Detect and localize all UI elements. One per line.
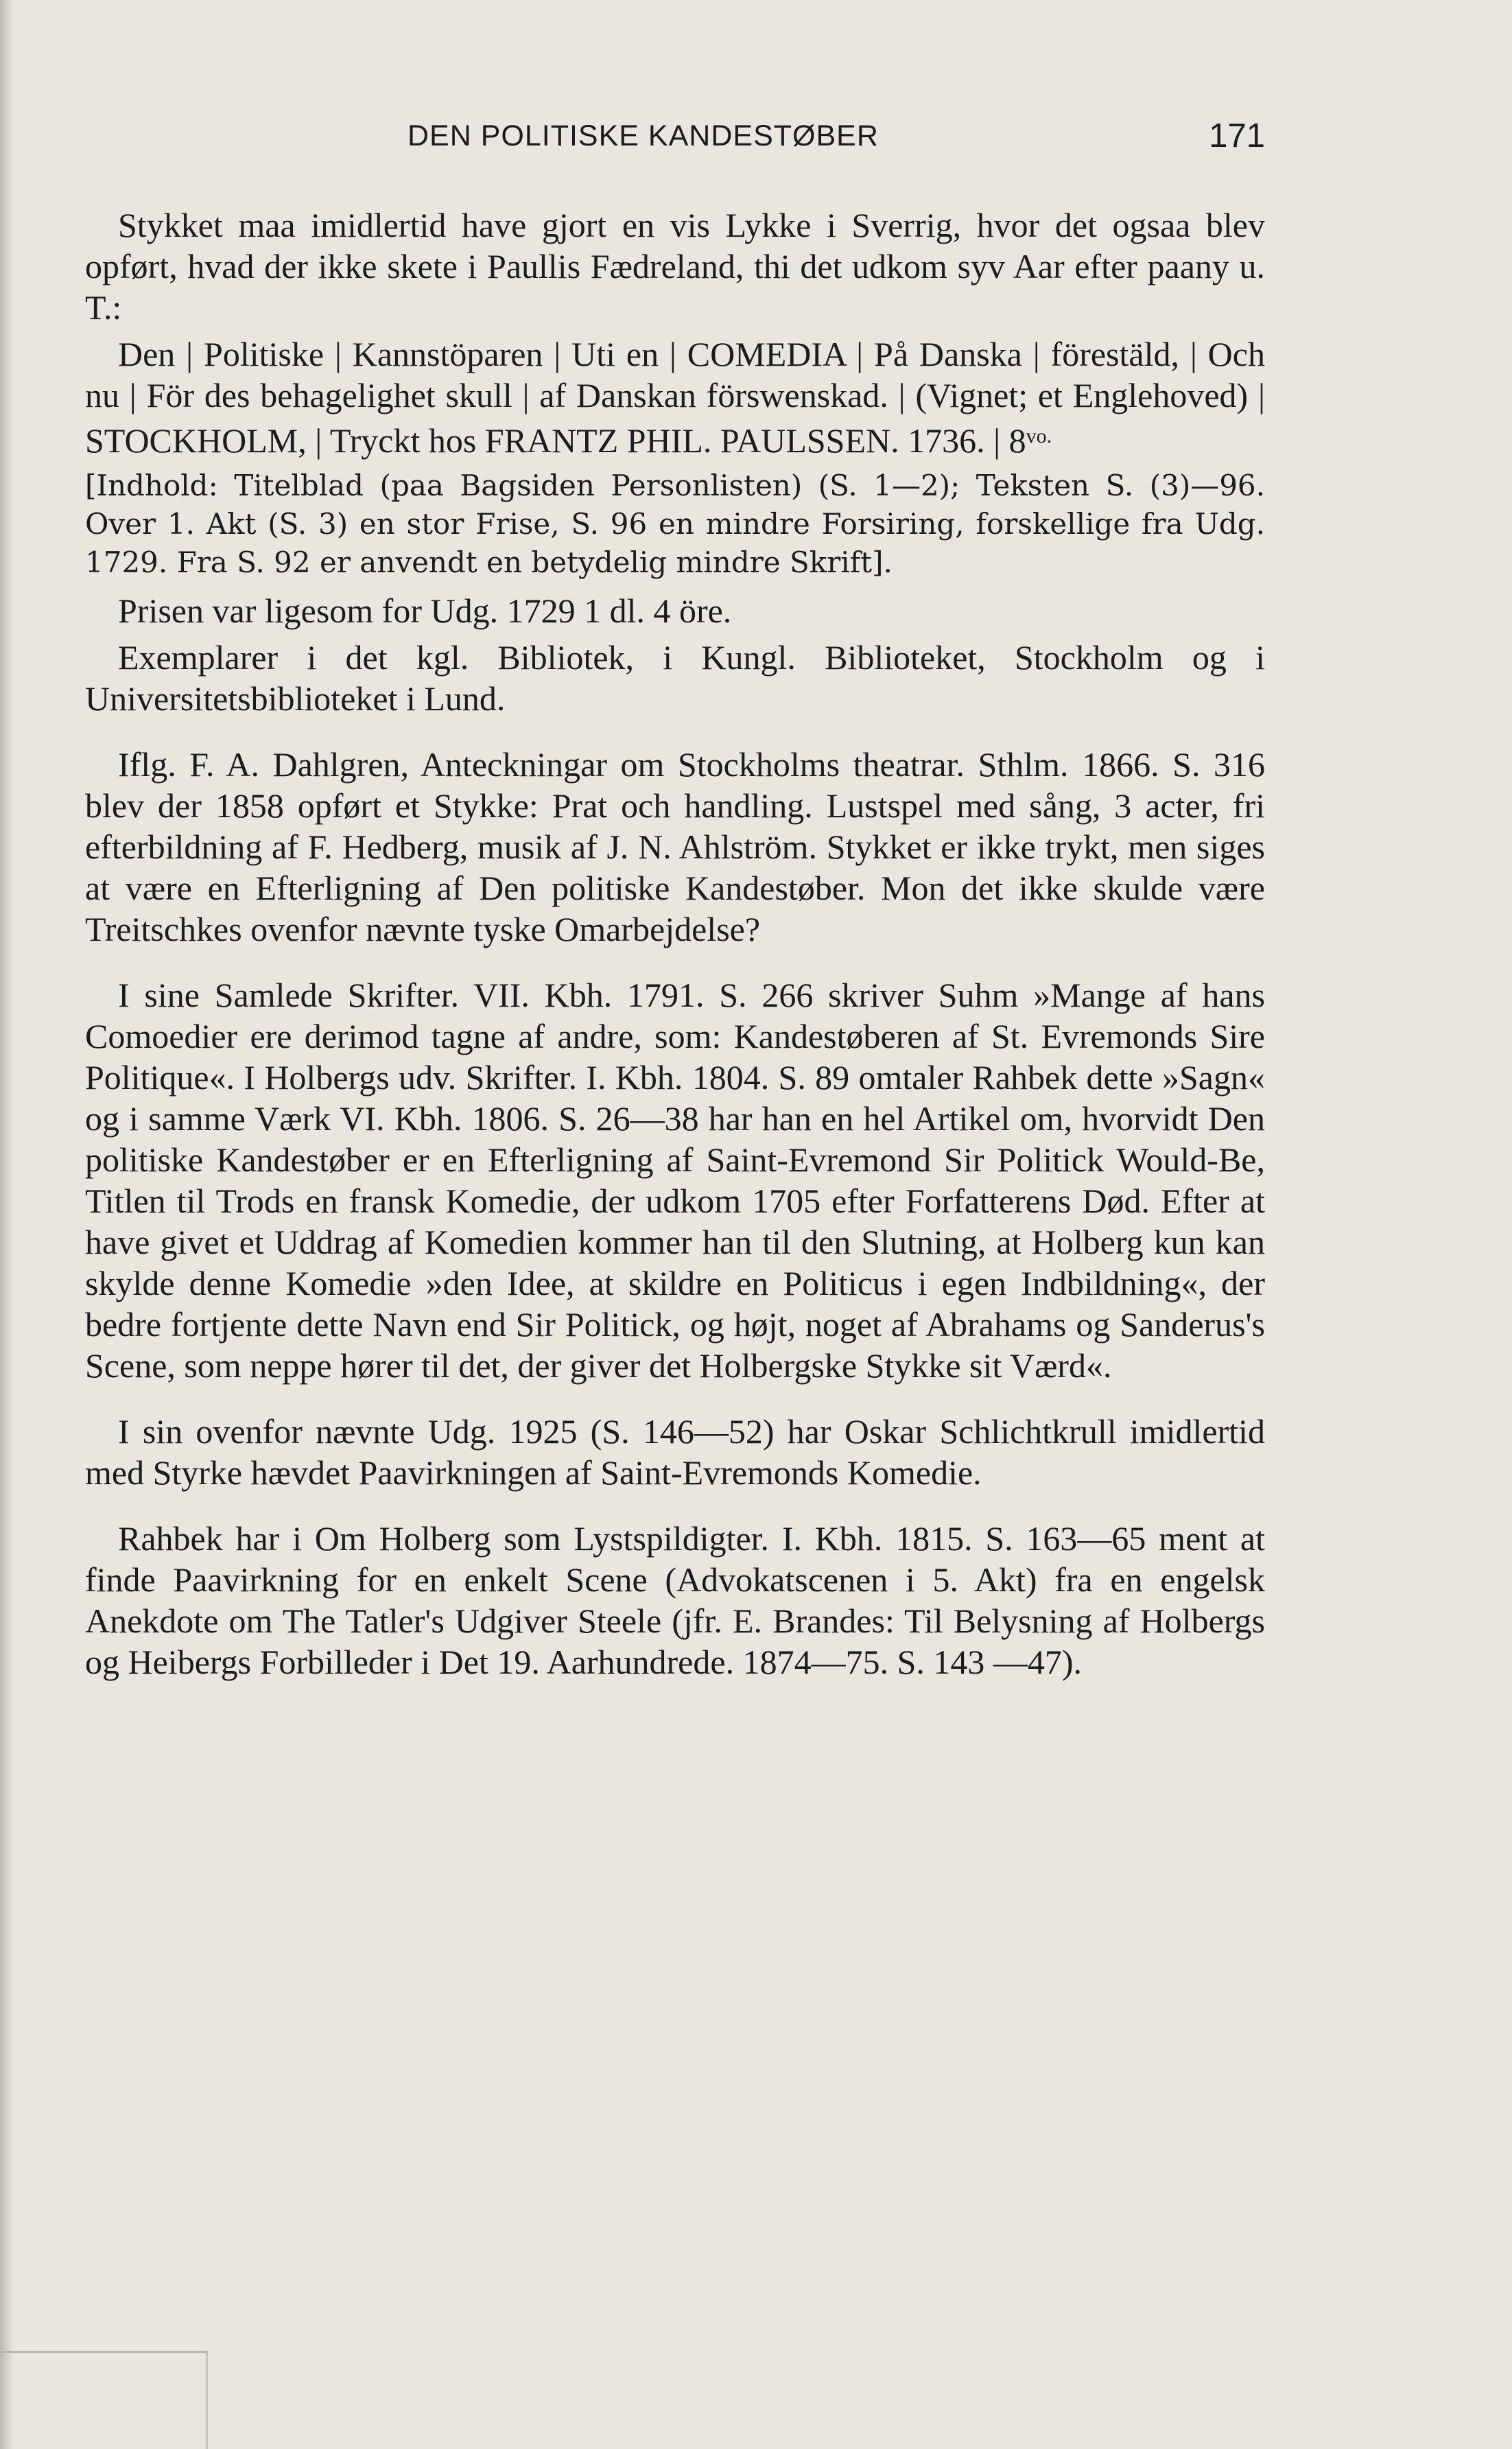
page-number: 171 — [1209, 117, 1265, 154]
paragraph-copies: Exemplarer i det kgl. Bibliotek, i Kungl. Biblioteket, Stockholm og i Universitetsbiblioteket i Lund. — [85, 638, 1265, 718]
paragraph-price: Prisen var ligesom for Udg. 1729 1 dl. 4 öre. — [118, 591, 732, 630]
paragraph-tatler: Rahbek har i Om Holberg som Lystspildigter. I. Kbh. 1815. S. 163—65 ment at finde Paavirkning for en enkelt Scene (Advokatscenen i 5. Akt) fra en engelsk Anekdote om The Tatler's Udgiver Steele (jfr. E. Brandes: Til Belysning af Holbergs og Heibergs Forbilleder i Det 19. Aarhundrede. 1874—75. S. 143 —47). — [85, 1519, 1265, 1681]
format-superscript: vo. — [1026, 425, 1052, 447]
page-body — [85, 204, 1265, 1707]
paragraph-opening: Stykket maa imidlertid have gjort en vis Lykke i Sverrig, hvor det ogsaa blev opført, hvad der ikke skete i Paullis Fædreland, thi det udkom syv Aar efter paany u. T.: — [85, 206, 1265, 327]
scan-corner-mark — [0, 2351, 208, 2449]
paragraph-schlichtkrull: I sin ovenfor nævnte Udg. 1925 (S. 146—52) har Oskar Schlichtkrull imidlertid med Styrke hævdet Paavirkningen af Saint-Evremonds Komedie. — [85, 1412, 1265, 1492]
running-head — [85, 119, 1265, 174]
scan-page-edge — [0, 0, 14, 2449]
running-title: DEN POLITISKE KANDESTØBER — [407, 119, 879, 152]
title-transcription-text: Den | Politiske | Kannstöparen | Uti en | COMEDIA | På Danska | förestäld, | Och nu | För des behagelighet skull | af Danskan förswenskad. | (Vignet; et Englehoved) | STOCKHOLM, | Tryckt hos FRANTZ PHIL. PAULSSEN. 1736. | 8 — [85, 335, 1265, 460]
paragraph-dahlgren: Iflg. F. A. Dahlgren, Anteckningar om Stockholms theatrar. Sthlm. 1866. S. 316 blev der 1858 opført et Stykke: Prat och handling. Lustspel med sång, 3 acter, fri efterbildning af F. Hedberg, musik af J. N. Ahlström. Stykket er ikke trykt, men siges at være en Efterligning af Den politiske Kandestøber. Mon det ikke skulde være Treitschkes ovenfor nævnte tyske Omarbejdelse? — [85, 745, 1265, 948]
contents-note: [Indhold: Titelblad (paa Bagsiden Personlisten) (S. 1—2); Teksten S. (3)—96. Over 1. Akt (S. 3) en stor Frise, S. 96 en mindre Forsiring, forskellige fra Udg. 1729. Fra S. 92 er anvendt en betydelig mindre Skrift]. — [85, 469, 1265, 579]
paragraph-suhm-rahbek: I sine Samlede Skrifter. VII. Kbh. 1791. S. 266 skriver Suhm »Mange af hans Comoedier ere derimod tagne af andre, som: Kandestøberen af St. Evremonds Sire Politique«. I Holbergs udv. Skrifter. I. Kbh. 1804. S. 89 omtaler Rahbek dette »Sagn« og i samme Værk VI. Kbh. 1806. S. 26—38 har han en hel Artikel om, hvorvidt Den politiske Kandestøber er en Efterligning af Saint-Evremond Sir Politick Would-Be, Titlen til Trods en fransk Komedie, der udkom 1705 efter Forfatterens Død. Efter at have givet et Uddrag af Komedien kommer han til den Slutning, at Holberg kun kan skylde denne Komedie »den Idee, at skildre en Politicus i egen Indbildning«, der bedre fortjente dette Navn end Sir Politick, og højt, noget af Abrahams og Sanderus's Scene, som neppe hører til det, der giver det Holbergske Stykke sit Værd«. — [85, 976, 1265, 1385]
title-transcription — [85, 333, 1265, 461]
